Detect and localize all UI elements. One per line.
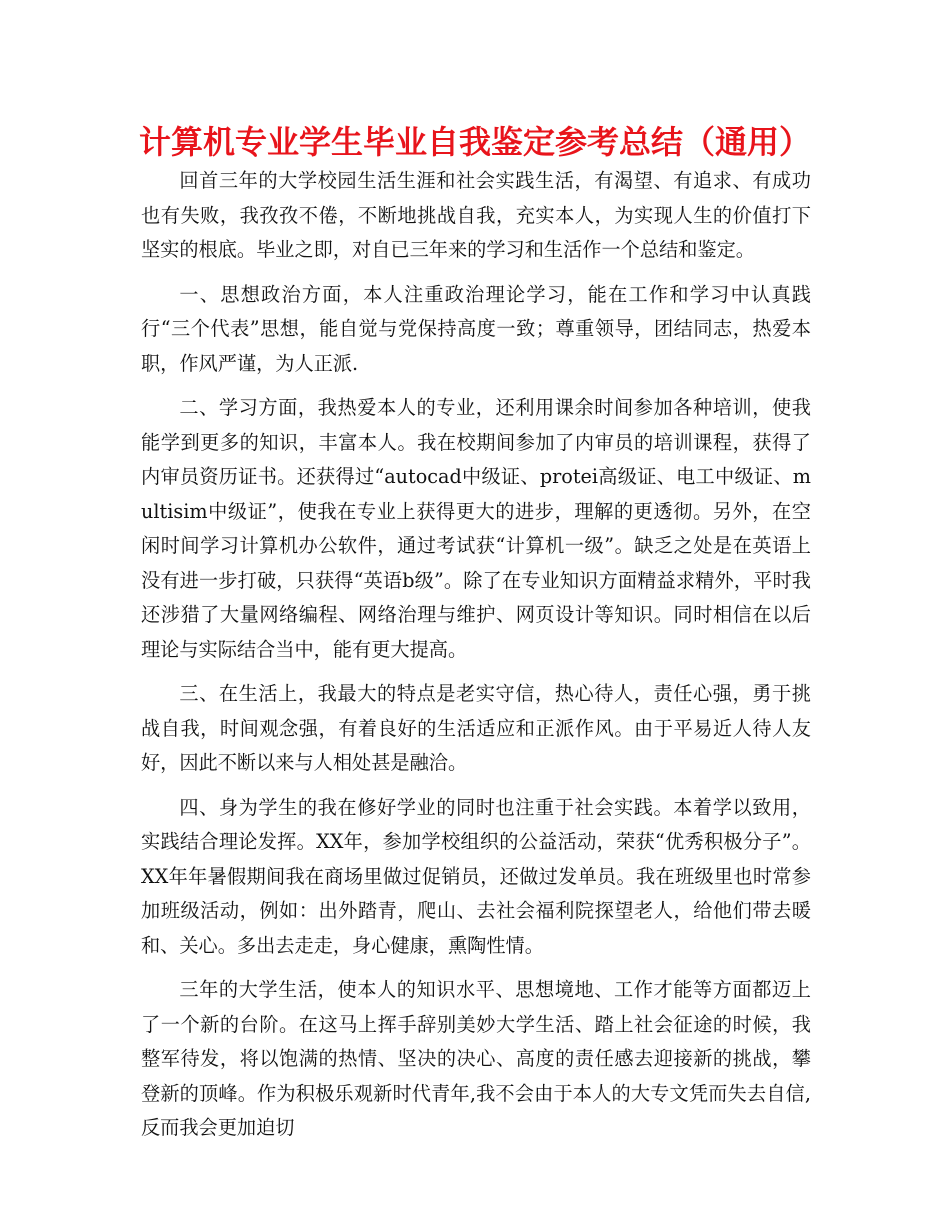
- paragraph-study: 二、学习方面，我热爱本人的专业，还利用课余时间参加各种培训，使我能学到更多的知识，丰富本人。我在校期间参加了内审员的培训课程，获得了内审员资历证书。还获得过“autocad中级证、protei高级证、电工中级证、multisim中级证”，使我在专业上获得更大的进步，理解的更透彻。另外，在空闲时间学习计算机办公软件，通过考试获“计算机一级”。缺乏之处是在英语上没有进一步打破，只获得“英语b级”。除了在专业知识方面精益求精外，平时我还涉猎了大量网络编程、网络治理与维护、网页设计等知识。同时相信在以后理论与实际结合当中，能有更大提高。: [141, 396, 811, 661]
- paragraph-politics: 一、思想政治方面，本人注重政治理论学习，能在工作和学习中认真践行“三个代表”思想，能自觉与党保持高度一致；尊重领导，团结同志，热爱本职，作风严谨，为人正派.: [141, 282, 811, 375]
- paragraph-life: 三、在生活上，我最大的特点是老实守信，热心待人，责任心强，勇于挑战自我，时间观念强，有着良好的生活适应和正派作风。由于平易近人待人友好，因此不断以来与人相处甚是融洽。: [141, 682, 811, 774]
- document-body: [141, 164, 811, 1156]
- paragraph-intro: 回首三年的大学校园生活生涯和社会实践生活，有渴望、有追求、有成功也有失败，我孜孜不倦，不断地挑战自我，充实本人，为实现人生的价值打下坚实的根底。毕业之即，对自已三年来的学习和生活作一个总结和鉴定。: [141, 169, 811, 261]
- document-title: 计算机专业学生毕业自我鉴定参考总结（通用）: [138, 123, 811, 161]
- paragraph-practice: 四、身为学生的我在修好学业的同时也注重于社会实践。本着学以致用，实践结合理论发挥。XX年，参加学校组织的公益活动，荣获“优秀积极分子”。XX年年暑假期间我在商场里做过促销员，还做过发单员。我在班级里也时常参加班级活动，例如：出外踏青，爬山、去社会福利院探望老人，给他们带去暖和、关心。多出去走走，身心健康，熏陶性情。: [141, 795, 811, 957]
- paragraph-conclusion: 三年的大学生活，使本人的知识水平、思想境地、工作才能等方面都迈上了一个新的台阶。在这马上挥手辞别美妙大学生活、踏上社会征途的时候，我整军待发，将以饱满的热情、坚决的决心、高度的责任感去迎接新的挑战，攀登新的顶峰。作为积极乐观新时代青年,我不会由于本人的大专文凭而失去自信,反而我会更加迫切: [141, 978, 811, 1139]
